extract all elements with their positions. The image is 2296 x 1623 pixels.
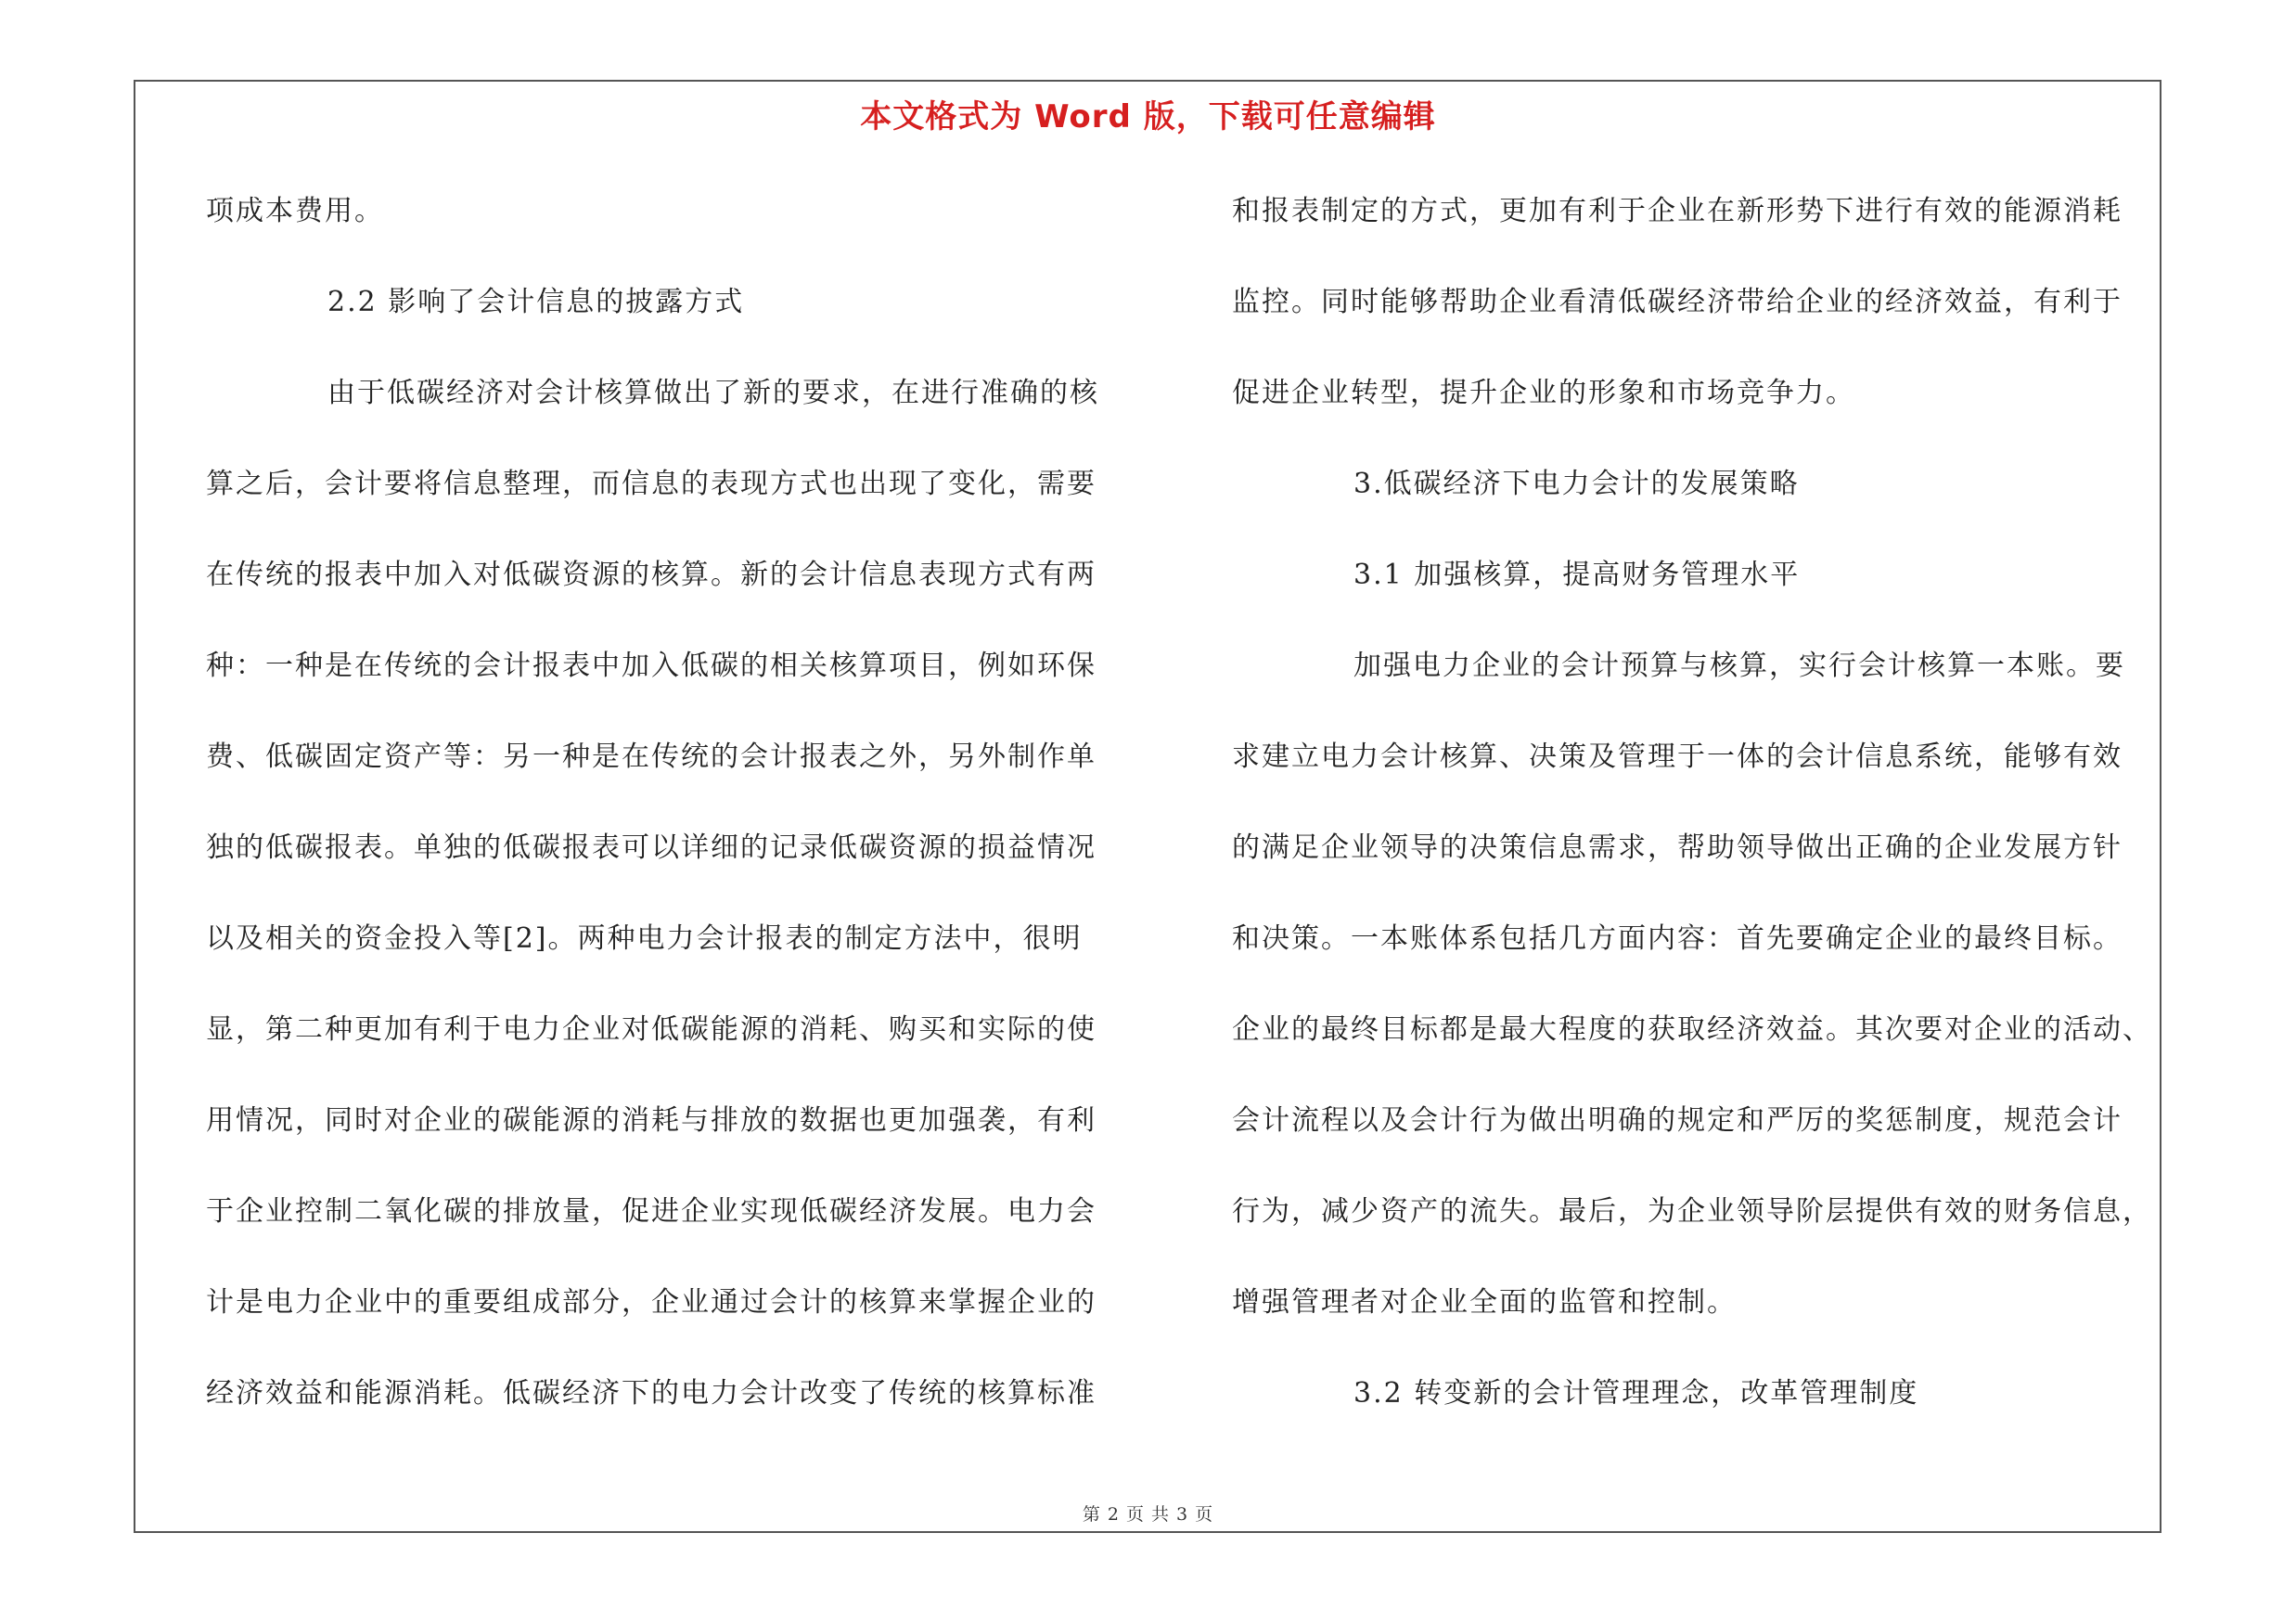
paragraph-line: 企业的最终目标都是最大程度的获取经济效益。其次要对企业的活动、 bbox=[1232, 1013, 2152, 1046]
section-heading: 3.1 加强核算，提高财务管理水平 bbox=[1353, 559, 1801, 591]
paragraph-line: 用情况，同时对企业的碳能源的消耗与排放的数据也更加强袭，有利 bbox=[206, 1104, 1097, 1137]
paragraph-line: 监控。同时能够帮助企业看清低碳经济带给企业的经济效益，有利于 bbox=[1232, 286, 2123, 318]
page-number-footer: 第 2 页 共 3 页 bbox=[1082, 1504, 1214, 1525]
section-heading: 3.2 转变新的会计管理理念，改革管理制度 bbox=[1353, 1377, 1919, 1410]
paragraph-line: 行为，减少资产的流失。最后，为企业领导阶层提供有效的财务信息， bbox=[1232, 1195, 2152, 1228]
paragraph-line: 求建立电力会计核算、决策及管理于一体的会计信息系统，能够有效 bbox=[1232, 741, 2123, 773]
paragraph-line: 种：一种是在传统的会计报表中加入低碳的相关核算项目，例如环保 bbox=[206, 650, 1097, 682]
format-banner: 本文格式为 Word 版，下载可任意编辑 bbox=[860, 98, 1436, 135]
paragraph-line: 加强电力企业的会计预算与核算，实行会计核算一本账。要 bbox=[1353, 650, 2125, 682]
paragraph-line: 独的低碳报表。单独的低碳报表可以详细的记录低碳资源的损益情况 bbox=[206, 831, 1097, 864]
paragraph-line: 增强管理者对企业全面的监管和控制。 bbox=[1232, 1286, 1737, 1319]
paragraph-line: 项成本费用。 bbox=[206, 195, 384, 227]
right-column bbox=[1232, 184, 2150, 1457]
paragraph-line: 在传统的报表中加入对低碳资源的核算。新的会计信息表现方式有两 bbox=[206, 559, 1097, 591]
paragraph-line: 经济效益和能源消耗。低碳经济下的电力会计改变了传统的核算标准 bbox=[206, 1377, 1097, 1410]
paragraph-line: 会计流程以及会计行为做出明确的规定和严厉的奖惩制度，规范会计 bbox=[1232, 1104, 2123, 1137]
section-heading: 2.2 影响了会计信息的披露方式 bbox=[327, 286, 745, 318]
left-column bbox=[206, 184, 1124, 1457]
paragraph-line: 显，第二种更加有利于电力企业对低碳能源的消耗、购买和实际的使 bbox=[206, 1013, 1097, 1046]
paragraph-line: 费、低碳固定资产等：另一种是在传统的会计报表之外，另外制作单 bbox=[206, 741, 1097, 773]
section-heading: 3.低碳经济下电力会计的发展策略 bbox=[1353, 468, 1800, 500]
paragraph-line: 的满足企业领导的决策信息需求，帮助领导做出正确的企业发展方针 bbox=[1232, 831, 2123, 864]
paragraph-line: 促进企业转型，提升企业的形象和市场竞争力。 bbox=[1232, 377, 1855, 409]
paragraph-line: 和报表制定的方式，更加有利于企业在新形势下进行有效的能源消耗 bbox=[1232, 195, 2123, 227]
paragraph-line: 以及相关的资金投入等[2]。两种电力会计报表的制定方法中，很明 bbox=[206, 922, 1083, 955]
paragraph-line: 计是电力企业中的重要组成部分，企业通过会计的核算来掌握企业的 bbox=[206, 1286, 1097, 1319]
paragraph-line: 算之后，会计要将信息整理，而信息的表现方式也出现了变化，需要 bbox=[206, 468, 1097, 500]
paragraph-line: 和决策。一本账体系包括几方面内容：首先要确定企业的最终目标。 bbox=[1232, 922, 2123, 955]
paragraph-line: 于企业控制二氧化碳的排放量，促进企业实现低碳经济发展。电力会 bbox=[206, 1195, 1097, 1228]
paragraph-line: 由于低碳经济对会计核算做出了新的要求，在进行准确的核 bbox=[327, 377, 1099, 409]
